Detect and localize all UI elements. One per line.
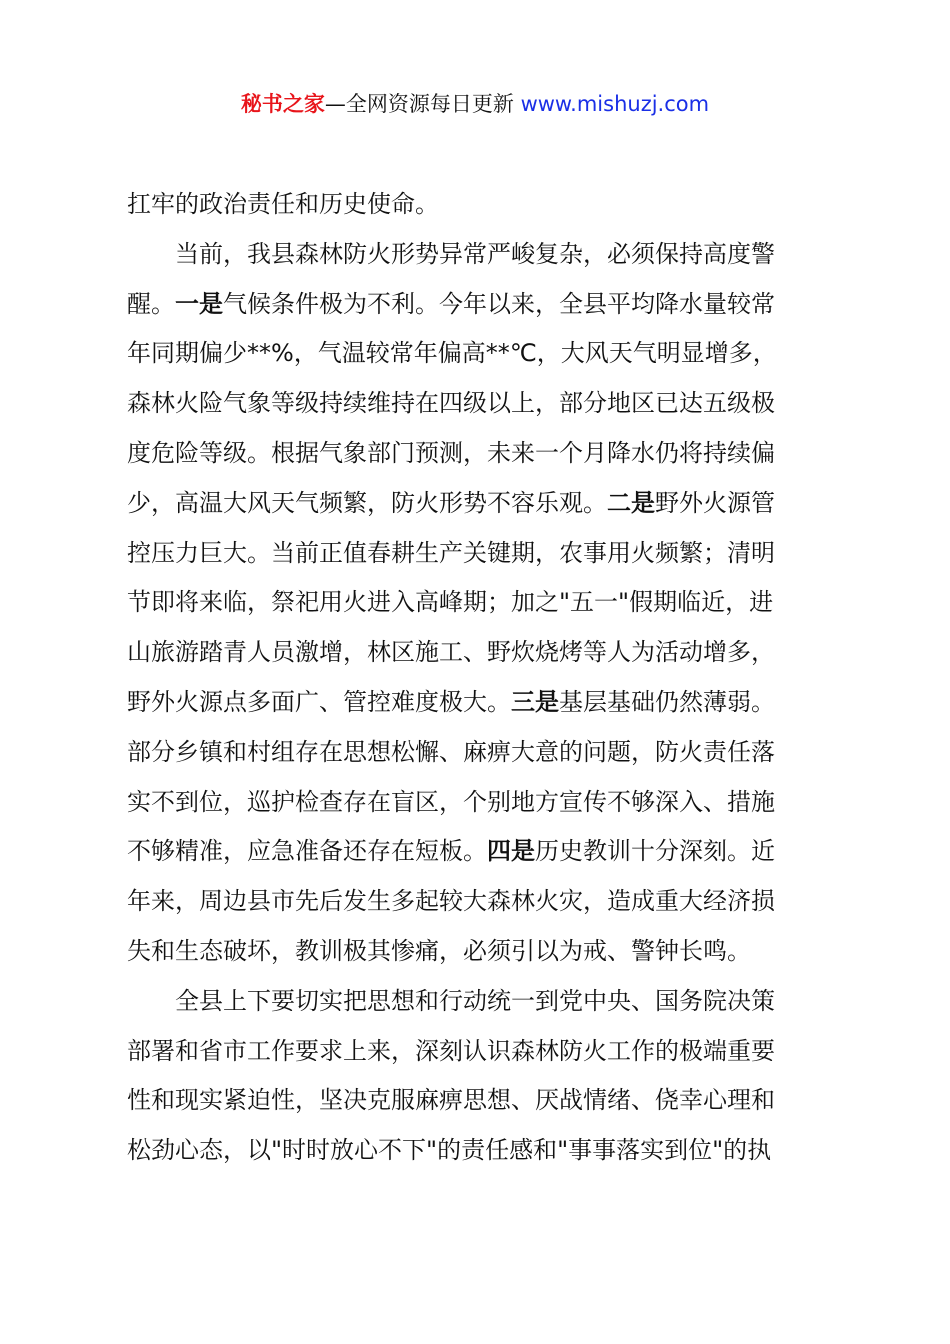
text-line-3 (127, 280, 847, 330)
line-text: 部署和省市工作要求上来，深刻认识森林防火工作的极端重要 (127, 1036, 775, 1065)
text-line-15 (127, 877, 847, 927)
line-text: 节即将来临，祭祀用火进入高峰期；加之"五一"假期临近，进 (127, 588, 774, 617)
line-text: 全县上下要切实把思想和行动统一到党中央、国务院决策 (175, 986, 775, 1015)
line-text: 失和生态破坏，教训极其惨痛，必须引以为戒、警钟长鸣。 (127, 936, 751, 965)
text-line-5 (127, 379, 847, 429)
line-text: 年来，周边县市先后发生多起较大森林火灾，造成重大经济损 (127, 887, 775, 916)
text-line-19 (127, 1076, 847, 1126)
text-line-6 (127, 429, 847, 479)
text-line-1 (127, 180, 847, 230)
line-text: 森林火险气象等级持续维持在四级以上，部分地区已达五级极 (127, 389, 775, 418)
text-line-13 (127, 778, 847, 828)
line-text: 扛牢的政治责任和历史使命。 (127, 190, 439, 218)
text-line-8 (127, 529, 847, 579)
header-tagline: —全网资源每日更新 (324, 92, 521, 116)
page-header (0, 88, 950, 120)
line-text: 醒。 (127, 289, 175, 318)
line-text: 野外火源点多面广、管控难度极大。 (127, 687, 511, 716)
text-line-10 (127, 628, 847, 678)
line-text: 基层基础仍然薄弱。 (559, 687, 775, 716)
text-line-14 (127, 827, 847, 877)
emphasis-label: 一是 (175, 289, 223, 318)
line-text: 部分乡镇和村组存在思想松懈、麻痹大意的问题，防火责任落 (127, 737, 775, 766)
text-line-2 (127, 230, 847, 280)
text-line-17 (127, 977, 847, 1027)
site-url-link[interactable]: www.mishuzj.com (520, 92, 710, 116)
line-text: 年同期偏少**%，气温较常年偏高**℃，大风天气明显增多， (127, 339, 777, 368)
text-line-16 (127, 927, 847, 977)
brand-name: 秘书之家 (240, 92, 325, 116)
line-text: 历史教训十分深刻。近 (535, 837, 775, 866)
line-text: 性和现实紧迫性，坚决克服麻痹思想、厌战情绪、侥幸心理和 (127, 1086, 775, 1115)
text-line-7 (127, 479, 847, 529)
line-text: 野外火源管 (655, 488, 775, 517)
line-text: 松劲心态，以"时时放心不下"的责任感和"事事落实到位"的执 (127, 1136, 772, 1165)
line-text: 当前，我县森林防火形势异常严峻复杂，必须保持高度警 (175, 239, 775, 268)
emphasis-label: 二是 (607, 488, 655, 517)
text-line-4 (127, 329, 847, 379)
line-text: 山旅游踏青人员激增，林区施工、野炊烧烤等人为活动增多， (127, 638, 775, 667)
document-body (127, 180, 847, 1176)
line-text: 少，高温大风天气频繁，防火形势不容乐观。 (127, 488, 607, 517)
text-line-9 (127, 578, 847, 628)
emphasis-label: 三是 (511, 687, 559, 716)
text-line-20 (127, 1126, 847, 1176)
emphasis-label: 四是 (487, 837, 535, 866)
line-text: 不够精准，应急准备还存在短板。 (127, 837, 487, 866)
text-line-11 (127, 678, 847, 728)
line-text: 实不到位，巡护检查存在盲区，个别地方宣传不够深入、措施 (127, 787, 775, 816)
text-line-18 (127, 1027, 847, 1077)
line-text: 控压力巨大。当前正值春耕生产关键期，农事用火频繁；清明 (127, 538, 775, 567)
line-text: 度危险等级。根据气象部门预测，未来一个月降水仍将持续偏 (127, 438, 775, 467)
line-text: 气候条件极为不利。今年以来，全县平均降水量较常 (223, 289, 775, 318)
text-line-12 (127, 728, 847, 778)
